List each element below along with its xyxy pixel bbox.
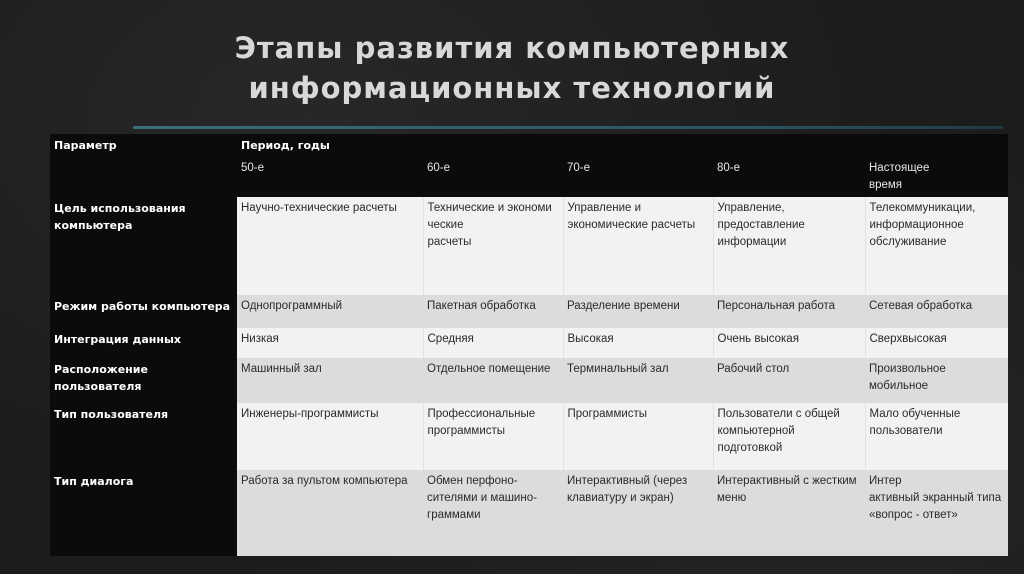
row-label-location: Расположение пользователя: [50, 358, 237, 403]
row-label-user-type: Тип пользователя: [50, 403, 237, 470]
table-cell: Инженеры-программисты: [237, 403, 423, 470]
period-60s: 60-е: [423, 157, 563, 197]
period-70s: 70-е: [563, 157, 713, 197]
table-row: [50, 197, 1008, 295]
table-cell: Управление и экономические расчеты: [563, 197, 713, 295]
period-header: Период, годы: [237, 134, 1008, 157]
slide-title: [0, 28, 1024, 108]
row-label-integration: Интеграция данных: [50, 328, 237, 358]
table-row: [50, 358, 1008, 403]
table-row: [50, 295, 1008, 328]
table-cell: Научно-технические расчеты: [237, 197, 423, 295]
param-header: Параметр: [50, 134, 237, 157]
period-present: Настоящее время: [865, 157, 1008, 197]
row-label-mode: Режим работы компьютера: [50, 295, 237, 328]
table-cell: Программисты: [563, 403, 713, 470]
period-row: [50, 157, 1008, 197]
row-label-dialog-type: Тип диалога: [50, 470, 237, 556]
table-cell: Произвольное мобильное: [865, 358, 1008, 403]
table-cell: Интер активный экранный типа «вопрос - ответ»: [865, 470, 1008, 556]
table-cell: Однопрограммный: [237, 295, 423, 328]
table-cell: Машинный зал: [237, 358, 423, 403]
table-header-row: [50, 134, 1008, 157]
table-cell: Технические и экономи ческие расчеты: [423, 197, 563, 295]
table-cell: Интерактивный с жестким меню: [713, 470, 865, 556]
table-cell: Разделение времени: [563, 295, 713, 328]
row-label-purpose: Цель использования компьютера: [50, 197, 237, 295]
slide-title-line-1: Этапы развития компьютерных: [234, 31, 790, 65]
param-header-spacer: [50, 157, 237, 197]
table-cell: Терминальный зал: [563, 358, 713, 403]
table-cell: Интерактивный (через клавиатуру и экран): [563, 470, 713, 556]
table-cell: Средняя: [423, 328, 563, 358]
title-divider: [133, 126, 1003, 129]
table-cell: Сверхвысокая: [865, 328, 1008, 358]
table-row: [50, 403, 1008, 470]
table-cell: Пользователи с общей компьютерной подготовкой: [713, 403, 865, 470]
table-cell: Телекоммуникации, информационное обслуживание: [865, 197, 1008, 295]
table-cell: Управление, предоставление информации: [713, 197, 865, 295]
table-cell: Высокая: [563, 328, 713, 358]
stages-table: [50, 134, 1008, 556]
period-80s: 80-е: [713, 157, 865, 197]
table-cell: Мало обученные пользователи: [865, 403, 1008, 470]
table-row: [50, 470, 1008, 556]
table-cell: Низкая: [237, 328, 423, 358]
table-cell: Пакетная обработка: [423, 295, 563, 328]
table-cell: Отдельное помещение: [423, 358, 563, 403]
slide-title-line-2: информационных технологий: [248, 71, 776, 105]
table-cell: Очень высокая: [713, 328, 865, 358]
table-cell: Персональная работа: [713, 295, 865, 328]
table-cell: Профессиональные программисты: [423, 403, 563, 470]
period-50s: 50-е: [237, 157, 423, 197]
table-cell: Рабочий стол: [713, 358, 865, 403]
table-row: [50, 328, 1008, 358]
table-cell: Работа за пультом компьютера: [237, 470, 423, 556]
table-cell: Обмен перфоно- сителями и машино- граммами: [423, 470, 563, 556]
table-cell: Сетевая обработка: [865, 295, 1008, 328]
